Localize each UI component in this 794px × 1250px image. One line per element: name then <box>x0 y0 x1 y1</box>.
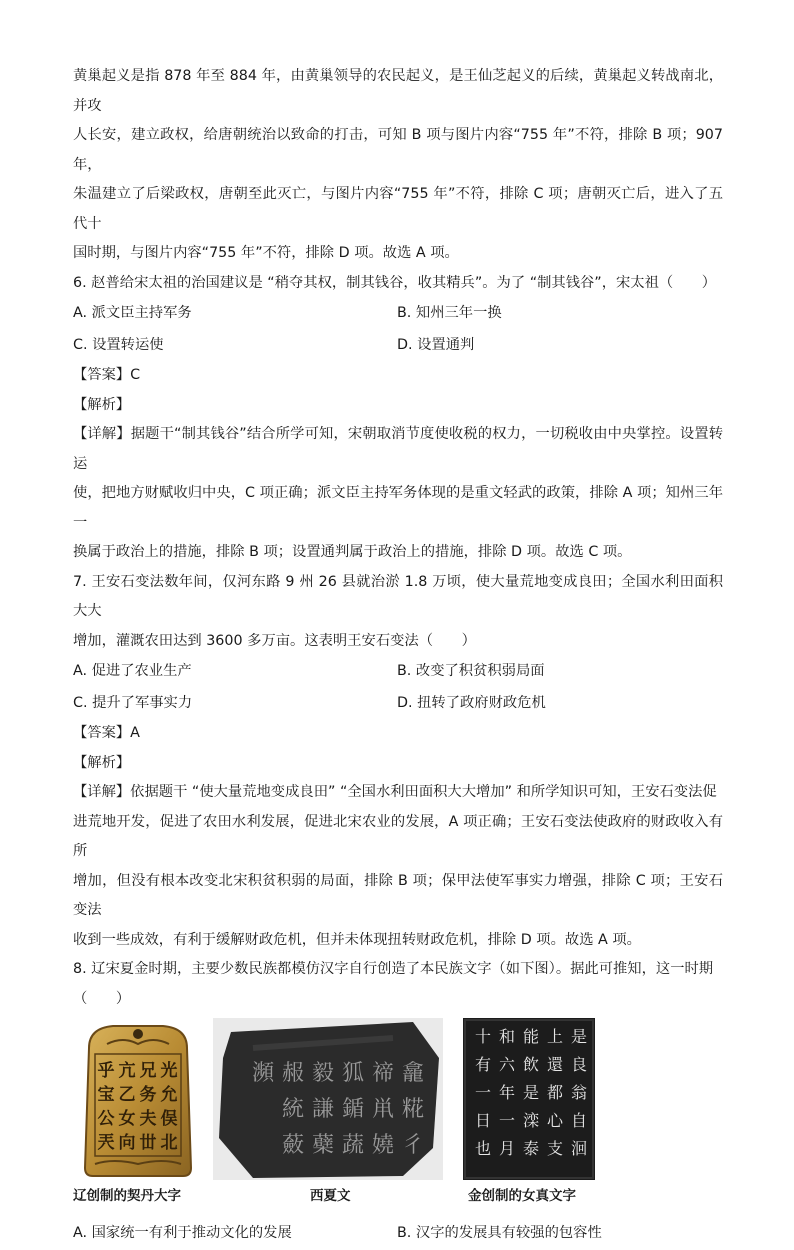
glyph: 蔬 <box>341 1133 365 1158</box>
detail-line: 增加，但没有根本改变北宋积贫积弱的局面，排除 B 项；保甲法使军事实力增强，排除 C 项；王安石变法 <box>73 872 723 918</box>
glyph: 和 <box>498 1027 516 1046</box>
glyph: 糀 <box>401 1097 425 1122</box>
glyph: 統 <box>281 1097 305 1122</box>
detail-line: 【详解】据题干“制其钱谷”结合所学可知，宋朝取消节度使收税的权力，一切税收由中央掌控。设置转运 <box>73 426 723 472</box>
text-line: 国时期，与图片内容“755 年”不符，排除 D 项。故选 A 项。 <box>73 245 459 261</box>
caption-khitan: 辽创制的契丹大字 <box>73 1188 181 1204</box>
glyph: 是 <box>522 1083 540 1102</box>
glyph: 泰 <box>522 1139 540 1158</box>
glyph: 洄 <box>570 1139 588 1158</box>
glyph: 嬈 <box>371 1133 395 1158</box>
glyph: 龕 <box>401 1061 425 1086</box>
glyph: 心 <box>546 1111 564 1130</box>
option-b: B. 改变了积贫积弱局面 <box>397 663 545 679</box>
option-d: D. 设置通判 <box>397 336 475 353</box>
glyph: 允 <box>160 1085 178 1105</box>
glyph: 禘 <box>371 1061 395 1086</box>
glyph: 能 <box>522 1027 540 1046</box>
option-c: C. 提升了军事实力 <box>73 694 193 711</box>
glyph: 還 <box>546 1055 564 1074</box>
glyph: 兲 <box>97 1133 115 1153</box>
glyph: 也 <box>474 1139 492 1158</box>
question-stem: 8. 辽宋夏金时期，主要少数民族都模仿汉字自行创造了本民族文字（如下图）。据此可推知，这一时期 <box>73 961 714 977</box>
glyph: 一 <box>474 1083 492 1102</box>
glyph: 鍎 <box>341 1097 365 1122</box>
glyph: 赧 <box>281 1061 305 1086</box>
glyph: 狐 <box>341 1061 365 1086</box>
glyph: 彳 <box>401 1133 425 1158</box>
option-b: B. 知州三年一换 <box>397 305 502 321</box>
glyph: 良 <box>570 1055 588 1074</box>
text-line: 黄巢起义是指 878 年至 884 年，由黄巢领导的农民起义，是王仙芝起义的后续，黄巢起义转战南北，并攻 <box>73 68 723 114</box>
document-page <box>73 62 723 1250</box>
option-d: D. 扭转了政府财政危机 <box>397 694 546 711</box>
glyph: 女 <box>118 1109 136 1129</box>
glyph: 亢 <box>118 1061 136 1081</box>
option-row <box>73 330 723 362</box>
option-row <box>73 298 723 330</box>
glyph: 是 <box>570 1027 588 1046</box>
khitan-plaque-image <box>73 1018 203 1180</box>
glyph: 十 <box>474 1027 492 1046</box>
question-stem: 7. 王安石变法数年间，仅河东路 9 州 26 县就治淤 1.8 万顷，使大量荒地变成良田；全国水利田面积大大 <box>73 573 723 619</box>
glyph: 自 <box>570 1111 588 1130</box>
question-stem: 6. 赵普给宋太祖的治国建议是 “稍夺其权，制其钱谷，收其精兵”。为了 “制其钱谷”，宋太祖（ ） <box>73 274 717 291</box>
glyph: 光 <box>160 1061 178 1081</box>
caption-jurchen: 金创制的女真文字 <box>468 1188 576 1204</box>
question-7 <box>73 568 723 956</box>
text-line: 人长安，建立政权，给唐朝统治以致命的打击，可知 B 项与图片内容“755 年”不符，排除 B 项；907 年， <box>73 127 723 173</box>
option-a: A. 促进了农业生产 <box>73 663 192 679</box>
analysis-heading: 【解析】 <box>73 754 131 771</box>
detail-line: 进荒地开发，促进了农田水利发展，促进北宋农业的发展，A 项正确；王安石变法使政府的财政收入有所 <box>73 813 723 859</box>
question-stem: 增加，灌溉农田达到 3600 多万亩。这表明王安石变法（ ） <box>73 632 476 649</box>
glyph: 滦 <box>522 1111 540 1130</box>
glyph: 北 <box>160 1133 178 1153</box>
text-line: 朱温建立了后梁政权，唐朝至此灭亡，与图片内容“755 年”不符，排除 C 项；唐朝灭亡后，进入了五代十 <box>73 186 723 232</box>
glyph: 一 <box>498 1111 516 1130</box>
glyph: 月 <box>498 1139 516 1158</box>
question-8 <box>73 955 723 1250</box>
answer-line: 【答案】A <box>73 725 140 741</box>
figure-row <box>73 1018 723 1218</box>
glyph: 瀕 <box>251 1061 275 1086</box>
glyph: 俣 <box>160 1109 178 1129</box>
glyph: 支 <box>546 1139 564 1158</box>
option-b: B. 汉字的发展具有较强的包容性 <box>397 1225 602 1241</box>
detail-line: 收到一些成效，有利于缓解财政危机，但并未体现扭转财政危机，排除 D 项。故选 A 项。 <box>73 931 641 948</box>
glyph: 毅 <box>311 1061 335 1086</box>
glyph: 向 <box>118 1133 136 1153</box>
glyph: 乙 <box>118 1085 136 1105</box>
xixia-stone-image <box>213 1018 443 1180</box>
question-stem: （ ） <box>73 990 131 1007</box>
detail-line: 使，把地方财赋收归中央，C 项正确；派文臣主持军务体现的是重文轻武的政策，排除 A 项；知州三年一 <box>73 485 723 531</box>
prev-explanation <box>73 62 723 269</box>
detail-line: 换属于政治上的措施，排除 B 项；设置通判属于政治上的措施，排除 D 项。故选 C 项。 <box>73 544 632 560</box>
option-row <box>73 1218 723 1250</box>
glyph: 翁 <box>570 1083 588 1102</box>
glyph: 鼡 <box>371 1097 395 1122</box>
glyph: 夫 <box>139 1109 157 1129</box>
glyph: 公 <box>97 1109 115 1129</box>
option-row <box>73 656 723 688</box>
glyph: 丗 <box>139 1133 157 1153</box>
option-row <box>73 688 723 720</box>
glyph: 乎 <box>97 1061 115 1081</box>
glyph: 蘞 <box>281 1133 305 1158</box>
answer-line: 【答案】C <box>73 367 141 383</box>
glyph: 务 <box>139 1085 157 1105</box>
glyph: 宝 <box>97 1085 115 1105</box>
question-6 <box>73 269 723 568</box>
glyph: 日 <box>474 1111 492 1130</box>
glyph: 蘗 <box>311 1133 335 1158</box>
option-c: C. 设置转运使 <box>73 336 164 353</box>
glyph: 都 <box>546 1083 564 1102</box>
glyph: 六 <box>498 1055 516 1074</box>
detail-line: 【详解】依据题干 “使大量荒地变成良田” “全国水利田面积大大增加” 和所学知识可知，王安石变法促 <box>73 784 717 800</box>
glyph: 飲 <box>522 1055 540 1074</box>
glyph: 有 <box>474 1055 492 1074</box>
glyph: 謙 <box>311 1097 335 1122</box>
option-a: A. 国家统一有利于推动文化的发展 <box>73 1225 292 1241</box>
jurchen-rubbing-image <box>463 1018 595 1180</box>
glyph: 兄 <box>139 1061 157 1081</box>
glyph: 上 <box>546 1027 564 1046</box>
option-a: A. 派文臣主持军务 <box>73 305 192 321</box>
analysis-heading: 【解析】 <box>73 396 131 413</box>
caption-xixia: 西夏文 <box>310 1188 351 1204</box>
glyph: 年 <box>498 1083 516 1102</box>
